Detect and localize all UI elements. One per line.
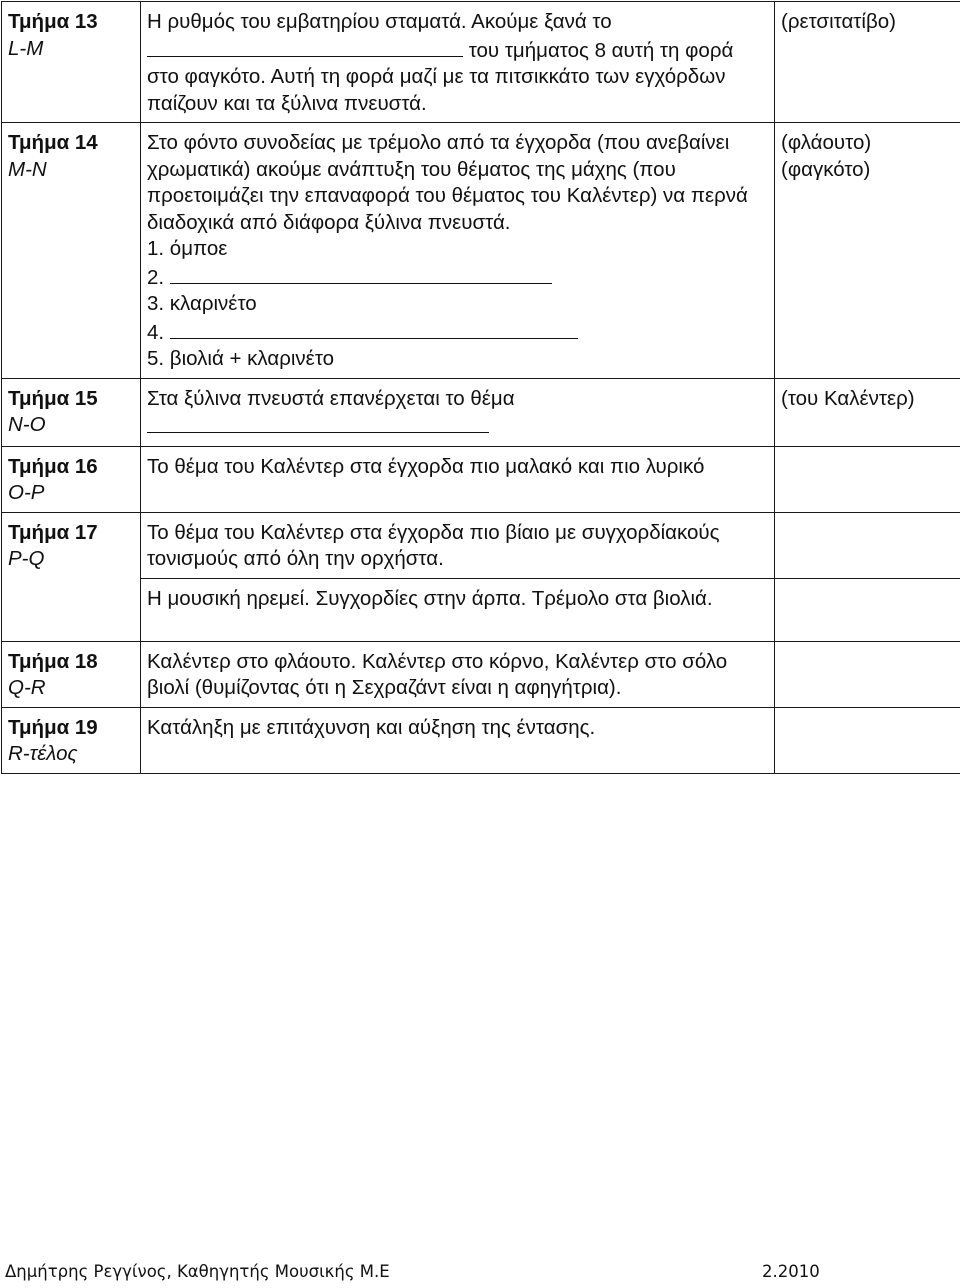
section-range: P-Q [8, 546, 135, 573]
section-range: R-τέλος [8, 741, 135, 768]
note-cell [775, 378, 960, 446]
listening-guide-table [1, 1, 960, 774]
description-cell [141, 641, 775, 707]
list-item: 1. όμποε [147, 236, 769, 263]
section-title: Τμήμα 19 [8, 715, 135, 742]
table-row [2, 446, 960, 512]
list-item [147, 263, 769, 292]
list-number: 4. [147, 321, 164, 344]
section-cell [2, 123, 141, 379]
description-cell [141, 378, 775, 446]
description-cell [141, 2, 775, 123]
table-row [2, 707, 960, 773]
description-cell [141, 123, 775, 379]
table-row [2, 2, 960, 123]
section-title: Τμήμα 13 [8, 9, 135, 36]
table-row [2, 512, 960, 578]
description-text: Στα ξύλινα πνευστά επανέρχεται το θέμα [147, 386, 769, 413]
section-cell [2, 641, 141, 707]
fill-in-blank [147, 36, 463, 57]
note-cell [775, 2, 960, 123]
fill-in-blank [170, 318, 578, 339]
description-text: Η μουσική ηρεμεί. Συγχορδίες στην άρπα. Τρέμολο στα βιολιά. [147, 587, 713, 610]
description-cell [141, 512, 775, 578]
list-number: 2. [147, 266, 164, 289]
note-cell [775, 512, 960, 578]
description-text: Το θέμα του Καλέντερ στα έγχορδα πιο βίαιο με συγχορδίακούς τονισμούς από όλη την ορχήστα. [147, 521, 720, 571]
fill-in-blank [147, 412, 489, 433]
section-range: Q-R [8, 675, 135, 702]
description-text: Η ρυθμός του εμβατηρίου σταματά. Ακούμε ξανά το [147, 10, 612, 33]
section-title: Τμήμα 18 [8, 649, 135, 676]
note-cell [775, 446, 960, 512]
description-text: Καλέντερ στο φλάουτο. Καλέντερ στο κόρνο, Καλέντερ στο σόλο βιολί (θυμίζοντας ότι η Σεχραζάντ είναι η αφηγήτρια). [147, 650, 727, 700]
description-text: Στο φόντο συνοδείας με τρέμολο από τα έγχορδα (που ανεβαίνει χρωματικά) ακούμε ανάπτυξη του θέματος της μάχης (που προετοιμάζει την επαναφορά του θέματος του Καλέντερ) να περνά διαδοχικά από διάφορα ξύλινα πνευστά. [147, 131, 748, 234]
fill-in-blank [170, 263, 552, 284]
section-cell [2, 707, 141, 773]
section-range: O-P [8, 480, 135, 507]
section-cell [2, 512, 141, 641]
list-item: 5. βιολιά + κλαρινέτο [147, 346, 769, 373]
table-row [2, 641, 960, 707]
list-item: 3. κλαρινέτο [147, 291, 769, 318]
list-item [147, 318, 769, 347]
table-row [2, 578, 960, 641]
note-cell [775, 641, 960, 707]
description-text: Το θέμα του Καλέντερ στα έγχορδα πιο μαλακό και πιο λυρικό [147, 455, 704, 478]
section-title: Τμήμα 16 [8, 454, 135, 481]
section-range: M-N [8, 157, 135, 184]
note-cell [775, 707, 960, 773]
description-text: Κατάληξη με επιτάχυνση και αύξηση της έντασης. [147, 716, 595, 739]
description-cell [141, 578, 775, 641]
section-range: N-O [8, 412, 135, 439]
section-title: Τμήμα 15 [8, 386, 135, 413]
section-cell [2, 378, 141, 446]
description-cell [141, 707, 775, 773]
note-cell [775, 123, 960, 379]
table-row [2, 123, 960, 379]
footer-date: 2.2010 [762, 1262, 820, 1281]
section-cell [2, 2, 141, 123]
section-title: Τμήμα 14 [8, 130, 135, 157]
section-cell [2, 446, 141, 512]
instrument-note: (φλάουτο) [781, 130, 960, 157]
description-text: του τμήματος 8 αυτή τη φορά στο φαγκότο. Αυτή τη φορά μαζί με τα πιτσικκάτο των εγχόρδων παίζουν και τα ξύλινα πνευστά. [147, 39, 733, 115]
section-range: L-M [8, 36, 135, 63]
footer-author: Δημήτρης Ρεγγίνος, Καθηγητής Μουσικής Μ.Ε [5, 1262, 390, 1281]
section-title: Τμήμα 17 [8, 520, 135, 547]
instrument-note: (φαγκότο) [781, 157, 960, 184]
instrument-note: (του Καλέντερ) [781, 387, 915, 410]
instrument-note: (ρετσιτατίβο) [781, 10, 896, 33]
description-cell [141, 446, 775, 512]
page-footer [0, 1262, 960, 1288]
table-row [2, 378, 960, 446]
note-cell [775, 578, 960, 641]
